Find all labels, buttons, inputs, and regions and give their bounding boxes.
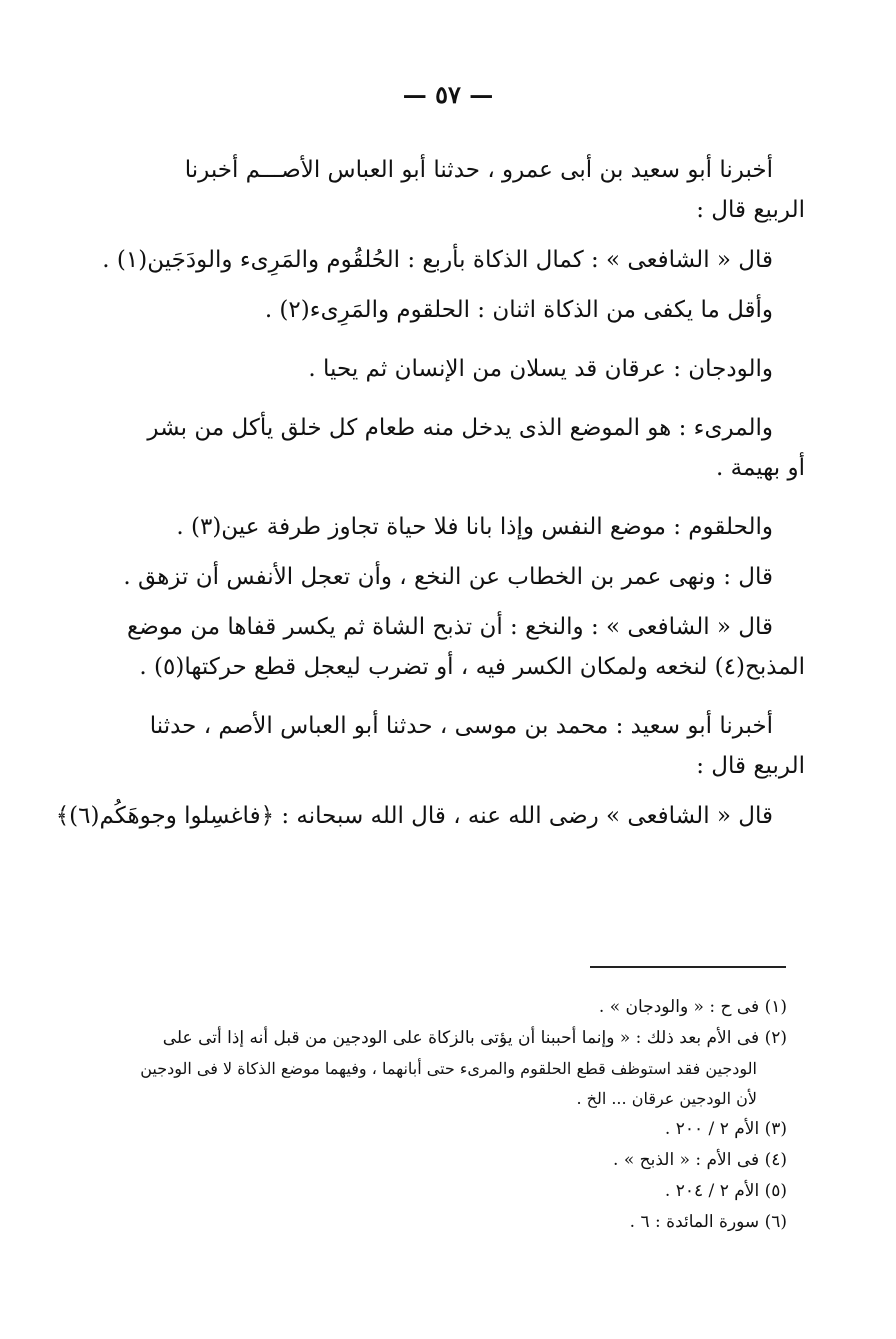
text-line: أو بهيمة .: [715, 455, 805, 481]
text-line: المذبح(٤) لنخعه ولمكان الكسر فيه ، أو تضرب ليعجل قطع حركتها(٥) .: [139, 654, 805, 680]
text-line: أخبرنا أبو سعيد بن أبى عمرو ، حدثنا أبو العباس الأصـــم أخبرنا: [184, 157, 773, 183]
text-line: والمرىء : هو الموضع الذى يدخل منه طعام كل خلق يأكل من بشر: [147, 415, 773, 441]
text-line: والحلقوم : موضع النفس وإذا بانا فلا حياة تجاوز طرفة عين(٣) .: [176, 514, 773, 540]
footnotes: [115, 992, 787, 1238]
text-line: أخبرنا أبو سعيد : محمد بن موسى ، حدثنا أبو العباس الأصم ، حدثنا: [149, 713, 773, 739]
footnote: (٥) الأم ٢ / ٢٠٤ .: [664, 1181, 787, 1201]
text-line: الربيع قال :: [696, 197, 805, 223]
footnote: (٢) فى الأم بعد ذلك : « وإنما أحببنا أن يؤتى بالزكاة على الودجين من قبل أنه إذا أتى على: [162, 1028, 787, 1048]
main-text: [55, 150, 805, 836]
text-line: قال « الشافعى » رضى الله عنه ، قال الله سبحانه : ﴿فاغسِلوا وجوهَكُم(٦)﴾: [55, 803, 773, 829]
footnote-separator: [590, 966, 786, 968]
footnote: (٦) سورة المائدة : ٦ .: [629, 1212, 787, 1232]
text-line: الربيع قال :: [696, 753, 805, 779]
footnote: (٤) فى الأم : « الذبح » .: [613, 1150, 787, 1170]
footnote: (٣) الأم ٢ / ٢٠٠ .: [664, 1119, 787, 1139]
text-line: والودجان : عرقان قد يسلان من الإنسان ثم يحيا .: [308, 356, 773, 382]
footnote-continuation: لأن الودجين عرقان ... الخ .: [576, 1089, 757, 1108]
text-line: وأقل ما يكفى من الذكاة اثنان : الحلقوم والمَرِىء(٢) .: [264, 297, 773, 323]
page-number: — ٥٧ —: [402, 80, 494, 109]
footnote: (١) فى ح : « والودجان » .: [598, 997, 787, 1017]
footnote-continuation: الودجين فقد استوظف قطع الحلقوم والمرىء حتى أبانهما ، وفيهما موضع الذكاة لا فى الودجين: [140, 1059, 757, 1078]
text-line: قال : ونهى عمر بن الخطاب عن النخع ، وأن تعجل الأنفس أن تزهق .: [123, 564, 773, 590]
text-line: قال « الشافعى » : كمال الذكاة بأربع : الحُلقُوم والمَرِىء والودَجَين(١) .: [102, 247, 773, 273]
text-line: قال « الشافعى » : والنخع : أن تذبح الشاة ثم يكسر قفاها من موضع: [127, 614, 773, 640]
